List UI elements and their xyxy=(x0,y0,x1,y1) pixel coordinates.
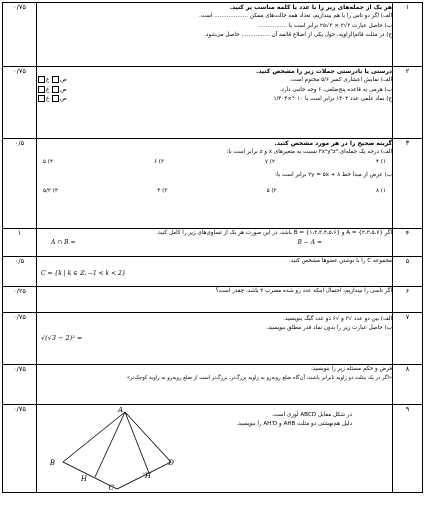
rhombus-figure xyxy=(43,407,193,491)
question-part-b: ب) عرض از مبدأ خط ۲y = ۵x + ۸ برابر است با: xyxy=(275,172,392,179)
false-label: غ xyxy=(46,77,50,84)
question-row xyxy=(3,405,423,493)
true-false-options xyxy=(37,86,67,95)
question-part-a: الف) درجه یک جمله‌ای ۳x²y⁵z³ نسبت به متغیرهای x و z برابر است با: xyxy=(226,149,392,156)
question-text: اگر {۲،۳،۵،۷} = A و {۱،۲،۳،۴،۵،۶} = B باشد، در این صورت هر یک از تساوی‌های زیر را کامل کنید. xyxy=(156,230,392,236)
true-checkbox[interactable] xyxy=(52,76,59,83)
question-score: ۰/۷۵ xyxy=(3,67,37,139)
option[interactable]: ۱) ۸ xyxy=(376,187,386,194)
question-number: ۵ xyxy=(393,257,423,287)
question-line: ب) حاصل عبارت زیر را بدون نماد قدر مطلق بنویسید. xyxy=(266,325,392,332)
difference-equation: B − A = xyxy=(297,239,322,247)
set-equations xyxy=(37,238,392,247)
exam-sheet xyxy=(2,2,423,504)
rhombus-outline xyxy=(63,412,171,489)
question-row xyxy=(3,287,423,313)
true-false-options xyxy=(37,95,67,104)
question-line: الف) نمایش اعشاری کسر ۵/۶ مختوم است. xyxy=(289,77,392,84)
question-body xyxy=(37,67,393,139)
question-body xyxy=(37,365,393,405)
true-false-row xyxy=(37,86,392,95)
question-body xyxy=(37,3,393,67)
question-body xyxy=(37,287,393,313)
question-row xyxy=(3,257,423,287)
option[interactable]: ۳) ۶ xyxy=(154,158,164,165)
question-statement: «اگر در یک مثلث دو زاویه نابرابر باشند، آن‌گاه ضلع روبه‌رو به زاویه بزرگ‌تر، بزرگ‌تر است از ضلع روبه‌رو به زاویه کوچک‌تر» xyxy=(126,375,392,382)
question-text: اگر تاسی را بیندازیم، احتمال اینکه عدد رو شده مضرب ۲ باشد، چقدر است؟ xyxy=(215,288,392,294)
question-number: ۷ xyxy=(393,313,423,365)
question-body xyxy=(37,139,393,229)
option[interactable]: ۱) ۴ xyxy=(376,158,386,165)
question-score: ۰/۷۵ xyxy=(3,365,37,405)
question-line: الف) بین دو عدد √۲ و √۶ دو عدد گنگ بنویسید. xyxy=(283,316,392,322)
question-title: هر یک از جمله‌های زیر را با عدد یا کلمه مناسب پر کنید. xyxy=(229,4,392,11)
option[interactable]: ۲) ۷ xyxy=(265,158,275,165)
question-line: دلیل هم‌نهشتی دو مثلث AHB و AH'D را بنویسید. xyxy=(236,421,352,428)
question-row xyxy=(3,3,423,67)
question-row xyxy=(3,139,423,229)
question-number: ۴ xyxy=(393,229,423,257)
true-checkbox[interactable] xyxy=(52,86,59,93)
question-score: ۰/۷۵ xyxy=(3,405,37,493)
question-line: در شکل مقابل ABCD لوزی است. xyxy=(271,412,352,418)
abs-formula: √(√3 − 2)² = xyxy=(41,333,83,342)
true-false-row xyxy=(37,95,392,104)
question-line: ب) هرمی به قاعده پنج‌ضلعی، ۶ وجه جانبی دارد. xyxy=(279,86,392,93)
question-row xyxy=(3,67,423,139)
options-b xyxy=(37,187,392,196)
false-label: غ xyxy=(46,96,50,103)
question-line: الف) اگر دو تاس را با هم بیندازیم، تعداد همه حالت‌های ممکن ................... است. xyxy=(198,13,392,20)
question-number: ۱ xyxy=(393,3,423,67)
options-a xyxy=(37,158,392,167)
true-false-row xyxy=(37,76,392,85)
question-line: ب) حاصل عبارت ۳√۲ × ۳√۲۵ برابر است با ................ xyxy=(258,22,392,29)
altitude-ah xyxy=(95,412,125,477)
label-a: A xyxy=(117,407,123,414)
question-title: درستی یا نادرستی جملات زیر را مشخص کنید. xyxy=(256,68,392,75)
exam-table xyxy=(2,2,423,493)
question-text: مجموعه C را با نوشتن عضوها مشخص کنید. xyxy=(289,258,392,264)
question-body xyxy=(37,405,393,493)
option[interactable]: ۳) ۴ xyxy=(157,187,168,194)
question-number: ۹ xyxy=(393,405,423,493)
false-label: غ xyxy=(46,86,50,93)
false-checkbox[interactable] xyxy=(38,76,45,83)
question-score: ۰/۷۵ xyxy=(3,3,37,67)
option[interactable]: ۴) ۵/۲ xyxy=(43,187,58,194)
label-b: B xyxy=(49,459,55,467)
false-checkbox[interactable] xyxy=(38,95,45,102)
true-false-options xyxy=(37,76,67,85)
question-body xyxy=(37,313,393,365)
option[interactable]: ۲) ۵ xyxy=(266,187,277,194)
false-checkbox[interactable] xyxy=(38,86,45,93)
question-number: ۳ xyxy=(393,139,423,229)
true-checkbox[interactable] xyxy=(52,95,59,102)
question-line: فرض و حکم مسئله زیر را بنویسید. xyxy=(310,366,392,372)
question-score: ۰/۵ xyxy=(3,139,37,229)
altitude-ahp xyxy=(125,412,149,473)
question-number: ۲ xyxy=(393,67,423,139)
question-row xyxy=(3,229,423,257)
question-body xyxy=(37,257,393,287)
question-score: ۰/۵ xyxy=(3,257,37,287)
question-score: ۰/۲۵ xyxy=(3,287,37,313)
label-h: H xyxy=(80,475,87,483)
question-line: ج) در مثلث قائم‌الزاویه، حول یکی از اضلاع قائمه آن ................ حاصل می‌شود. xyxy=(204,32,392,39)
set-formula: C = {k | k ∈ ℤ، −1 < k < 2} xyxy=(41,270,126,278)
label-d: D xyxy=(168,459,174,467)
question-number: ۸ xyxy=(393,365,423,405)
question-score: ۱ xyxy=(3,229,37,257)
true-label: ص xyxy=(60,86,67,93)
question-title: گزینه صحیح را در هر مورد مشخص کنید. xyxy=(274,140,392,147)
label-c: C xyxy=(108,484,114,491)
true-label: ص xyxy=(60,96,67,103)
option[interactable]: ۴) ۵ xyxy=(43,158,53,165)
question-line: ج) نماد علمی عدد ۱۴۰۴ برابر است با ۱۰⁻³×۱/۴۰۴ xyxy=(273,96,392,103)
question-body xyxy=(37,229,393,257)
intersection-equation: A ∩ B = xyxy=(51,239,76,247)
true-label: ص xyxy=(60,77,67,84)
question-score: ۰/۷۵ xyxy=(3,313,37,365)
question-row xyxy=(3,365,423,405)
question-number: ۶ xyxy=(393,287,423,313)
question-row xyxy=(3,313,423,365)
label-h-prime: H' xyxy=(142,472,151,480)
